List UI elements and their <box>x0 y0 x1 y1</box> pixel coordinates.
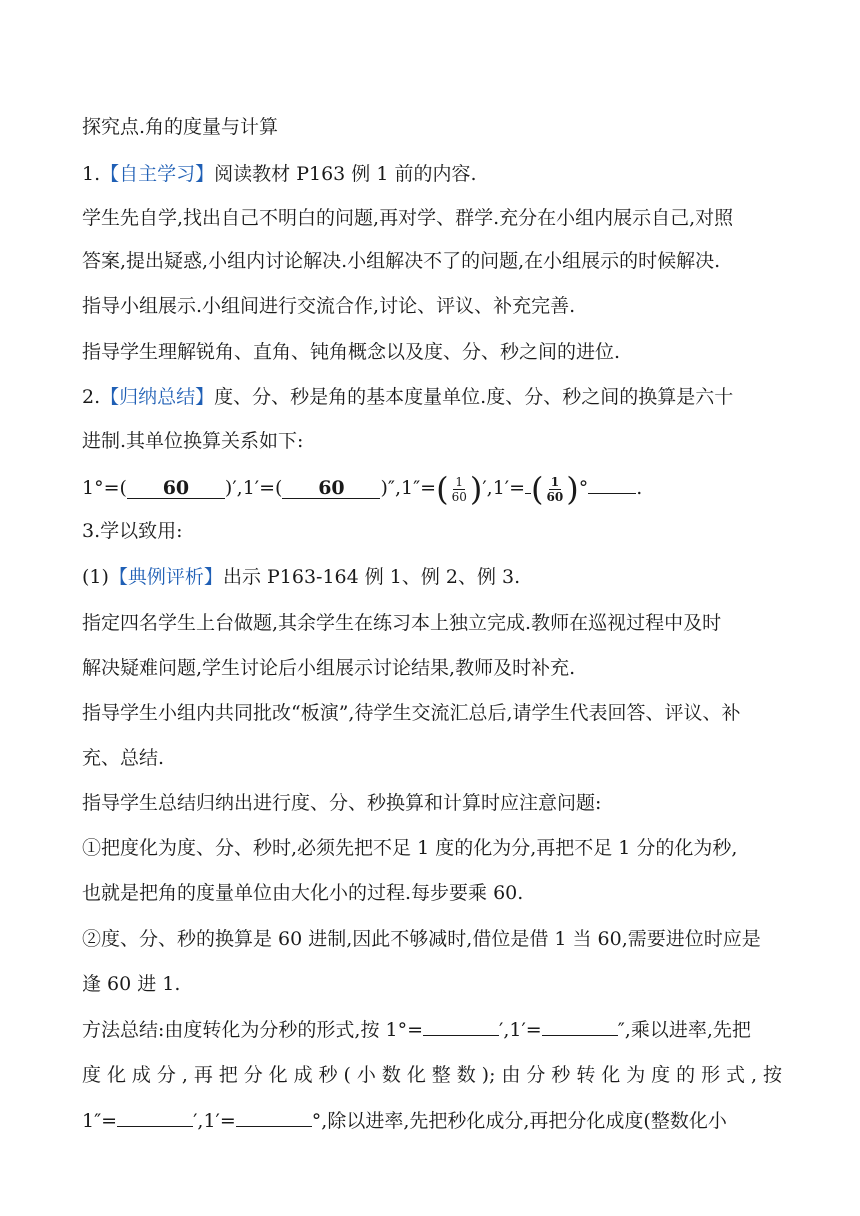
method-blank-1 <box>423 1016 499 1036</box>
sub-item-1 <box>82 564 782 590</box>
method-line-1-part-b: ′,1′= <box>499 1019 542 1041</box>
fraction-1 <box>450 475 469 504</box>
item-1-number: 1. <box>82 163 101 185</box>
note-1-line-2: 也就是把角的度量单位由大化小的过程.每步要乘 60. <box>82 882 524 904</box>
left-paren-2: ( <box>531 470 544 508</box>
paragraph-6: 指导学生总结归纳出进行度、分、秒换算和计算时应注意问题: <box>82 792 602 814</box>
formula-part-e: ° <box>578 477 589 499</box>
item-1-tag: 【自主学习】 <box>100 163 215 185</box>
note-1-line-1: ①把度化为度、分、秒时,必须先把不足 1 度的化为分,再把不足 1 分的化为秒, <box>82 837 738 859</box>
sub-item-1-text: 出示 P163-164 例 1、例 2、例 3. <box>222 566 521 588</box>
fraction-1-numerator: 1 <box>455 474 464 489</box>
method-blank-4 <box>236 1107 312 1127</box>
paragraph-3: 指导学生理解锐角、直角、钝角概念以及度、分、秒之间的进位. <box>82 341 621 363</box>
left-paren: ( <box>436 470 449 508</box>
method-line-1-part-a: 方法总结:由度转化为分秒的形式,按 1°= <box>82 1019 423 1041</box>
method-line-3-part-a: 1″= <box>82 1110 118 1132</box>
method-line-1-part-c: ″,乘以进率,先把 <box>617 1019 751 1041</box>
section-heading: 探究点.角的度量与计算 <box>82 116 279 138</box>
paragraph-2: 指导小组展示.小组间进行交流合作,讨论、评议、补充完善. <box>82 295 576 317</box>
fraction-1-denominator: 60 <box>451 489 467 504</box>
paragraph-5-line-1: 指导学生小组内共同批改“板演”,待学生交流汇总后,请学生代表回答、评议、补 <box>82 702 741 724</box>
paragraph-1-line-1: 学生先自学,找出自己不明白的问题,再对学、群学.充分在小组内展示自己,对照 <box>82 207 734 229</box>
method-blank-3 <box>117 1107 193 1127</box>
item-3: 3.学以致用: <box>82 520 183 542</box>
paragraph-5-line-2: 充、总结. <box>82 747 165 769</box>
method-line-3-part-b: ′,1′= <box>193 1110 236 1132</box>
sub-item-1-number: (1) <box>82 566 109 588</box>
note-2-line-2: 逢 60 进 1. <box>82 973 181 995</box>
fraction-2-denominator: 60 <box>546 489 564 504</box>
right-paren: ) <box>469 470 483 508</box>
fraction-2 <box>545 475 566 504</box>
method-blank-2 <box>542 1016 618 1036</box>
right-paren-2: ) <box>566 470 579 508</box>
note-2-line-1: ②度、分、秒的换算是 60 进制,因此不够减时,借位是借 1 当 60,需要进位时应是 <box>82 928 761 950</box>
paragraph-4-line-2: 解决疑难问题,学生讨论后小组展示讨论结果,教师及时补充. <box>82 657 576 679</box>
item-2-tag: 【归纳总结】 <box>100 386 215 408</box>
item-2-text: 度、分、秒是角的基本度量单位.度、分、秒之间的换算是六十 <box>214 386 734 408</box>
method-line-2: 度化成分,再把分化成秒(小数化整数);由分秒转化为度的形式,按 <box>82 1064 782 1086</box>
formula-part-a: 1°=( <box>82 477 127 499</box>
item-1 <box>82 161 782 187</box>
answer-blank-1: 60 <box>127 478 225 499</box>
answer-blank-2: 60 <box>282 478 380 499</box>
paragraph-4-line-1: 指定四名学生上台做题,其余学生在练习本上独立完成.教师在巡视过程中及时 <box>82 612 722 634</box>
method-line-1 <box>82 1016 782 1043</box>
item-2-number: 2. <box>82 386 101 408</box>
item-2-line-1 <box>82 384 782 410</box>
formula-part-f: . <box>636 477 643 499</box>
fraction-2-numerator: 1 <box>550 474 560 489</box>
item-2-line-2: 进制.其单位换算关系如下: <box>82 430 304 452</box>
item-1-text: 阅读教材 P163 例 1 前的内容. <box>214 163 477 185</box>
formula-part-b: )′,1′=( <box>224 477 283 499</box>
conversion-formula <box>82 470 782 508</box>
method-line-3-part-c: °,除以进率,先把秒化成分,再把分化成度(整数化小 <box>311 1110 727 1132</box>
method-line-3 <box>82 1107 782 1134</box>
paragraph-1-line-2: 答案,提出疑惑,小组内讨论解决.小组解决不了的问题,在小组展示的时候解决. <box>82 250 721 272</box>
formula-part-c: )″,1″= <box>380 477 437 499</box>
answer-blank-3-tail <box>588 474 636 494</box>
formula-part-d: ′,1′= <box>482 477 526 499</box>
sub-item-1-tag: 【典例评析】 <box>108 566 223 588</box>
